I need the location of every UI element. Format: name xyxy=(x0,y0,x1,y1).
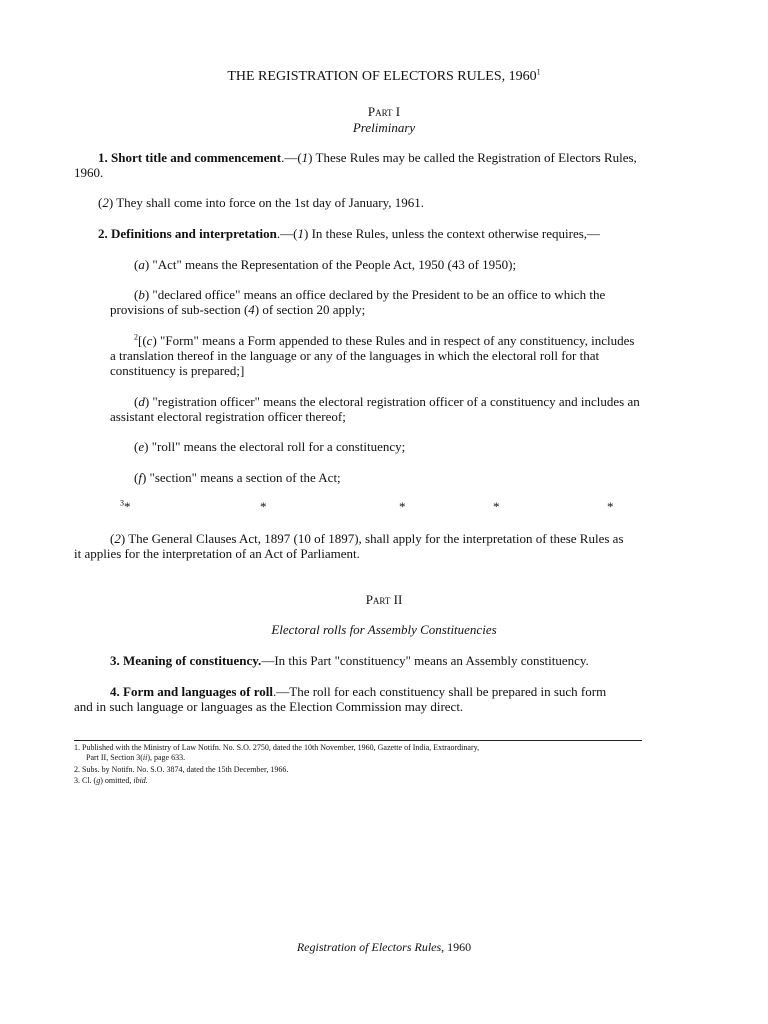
footnote-1-line-2: Part II, Section 3(ii), page 633. xyxy=(86,753,186,762)
definition-a: (a) "Act" means the Representation of the People Act, 1950 (43 of 1950); xyxy=(134,257,517,272)
footnote-ref-1: 1 xyxy=(536,67,541,77)
part-heading: Part I xyxy=(367,104,401,119)
footnote-1-line-1: 1. Published with the Ministry of Law Notifn. No. S.O. 2750, dated the 10th November, 1960, Gazette of India, Extraordinary, xyxy=(74,743,480,752)
footnote-separator xyxy=(74,740,642,741)
definition-c-line-3: constituency is prepared;] xyxy=(110,363,245,378)
definition-f: (f) "section" means a section of the Act; xyxy=(134,470,341,485)
definition-c-line-1: $^2$[(c) "Form" means a Form appended to these Rules and in respect of any constituency, includes xyxy=(134,332,635,348)
rule-3: 3. Meaning of constituency.—In this Part "constituency" means an Assembly constituency. xyxy=(110,653,589,668)
document-title: THE REGISTRATION OF ELECTORS RULES, 1960$^1$ xyxy=(227,67,541,84)
definition-b-line-1: (b) "declared office" means an office declared by the President to be an office to which the xyxy=(134,287,606,302)
omission-mark: $^3$* xyxy=(120,498,131,514)
definition-d-line-1: (d) "registration officer" means the electoral registration officer of a constituency and includes an xyxy=(134,394,640,409)
rule-4-line-1: 4. Form and languages of roll.—The roll for each constituency shall be prepared in such form xyxy=(110,684,607,699)
definition-e: (e) "roll" means the electoral roll for a constituency; xyxy=(134,439,406,454)
omission-star: * xyxy=(493,499,500,514)
definition-b-line-2: provisions of sub-section (4) of section 20 apply; xyxy=(110,302,366,317)
part-heading: Part II xyxy=(365,592,403,607)
rule-1-line-2: 1960. xyxy=(74,165,104,180)
part-subtitle: Electoral rolls for Assembly Constituencies xyxy=(271,622,497,637)
rule-2-2-line-1: (2) The General Clauses Act, 1897 (10 of 1897), shall apply for the interpretation of these Rules as xyxy=(110,531,624,546)
definition-c-line-2: a translation thereof in the language or any of the languages in which the electoral roll for that xyxy=(110,348,600,363)
rule-2-line-1: 2. Definitions and interpretation.—(1) In these Rules, unless the context otherwise requires,— xyxy=(98,226,601,241)
rule-1-line-1: 1. Short title and commencement.—(1) These Rules may be called the Registration of Electors Rules, xyxy=(98,150,637,165)
rule-2-2-line-2: it applies for the interpretation of an Act of Parliament. xyxy=(74,546,360,561)
omission-star: * xyxy=(260,499,267,514)
rule-1-2: (2) They shall come into force on the 1st day of January, 1961. xyxy=(98,195,425,210)
running-footer: Registration of Electors Rules, 1960 xyxy=(296,940,472,954)
footnote-3: 3. Cl. (g) omitted, ibid. xyxy=(74,776,148,785)
rule-4-line-2: and in such language or languages as the Election Commission may direct. xyxy=(74,699,464,714)
definition-d-line-2: assistant electoral registration officer thereof; xyxy=(110,409,346,424)
part-subtitle: Preliminary xyxy=(352,120,416,135)
omission-star: * xyxy=(607,499,614,514)
footnote-2: 2. Subs. by Notifn. No. S.O. 3874, dated the 15th December, 1966. xyxy=(74,765,289,774)
omission-star: * xyxy=(399,499,406,514)
